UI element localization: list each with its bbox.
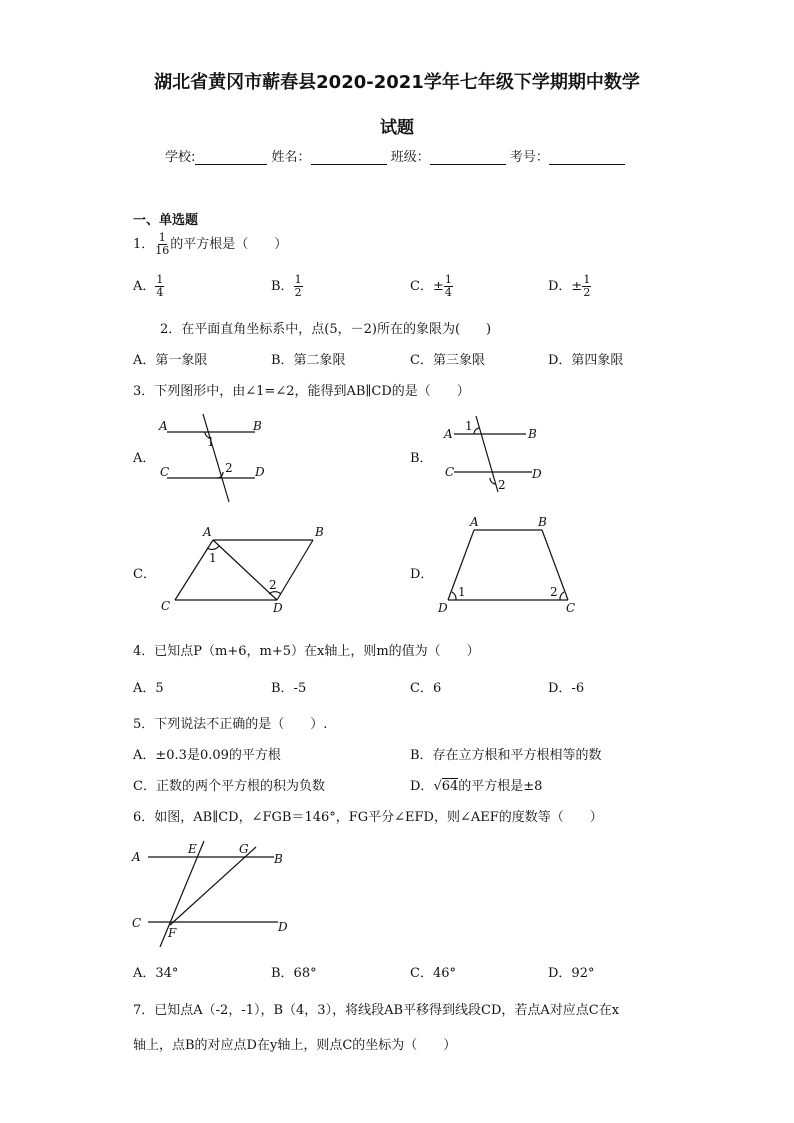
frac-numerator: 1	[444, 273, 452, 286]
option-fraction	[294, 274, 303, 299]
q6-option-a[interactable]: A．34°	[133, 966, 179, 981]
section-heading: 一、单选题	[133, 213, 199, 228]
q2-option-d[interactable]: D．第四象限	[548, 353, 624, 368]
label-f: F	[168, 926, 177, 940]
label-1: 1	[209, 551, 217, 565]
option-text: 的平方根是±8	[458, 779, 543, 794]
label-a: A	[132, 850, 141, 864]
question-6: 6．如图，AB∥CD，∠FGB＝146°，FG平分∠EFD，则∠AEF的度数等（ ）	[133, 810, 603, 825]
school-blank[interactable]	[195, 150, 267, 165]
label-1: 1	[458, 585, 466, 599]
option-label: D．	[410, 779, 434, 794]
q6-option-d[interactable]: D．92°	[548, 966, 595, 981]
q1-fraction	[154, 232, 170, 257]
q2-option-a[interactable]: A．第一象限	[133, 353, 208, 368]
name-blank[interactable]	[311, 150, 387, 165]
label-c: C	[132, 916, 142, 930]
label-2: 2	[498, 478, 506, 492]
exam-no-blank[interactable]	[549, 150, 625, 165]
label-b: B	[528, 427, 537, 441]
frac-numerator: 1	[583, 273, 591, 286]
q1-option-d[interactable]	[548, 274, 591, 299]
label-1: 1	[465, 419, 473, 433]
label-a: A	[470, 515, 479, 529]
angle-1-arc	[474, 428, 480, 434]
question-1	[133, 232, 287, 257]
label-d: D	[532, 467, 542, 481]
label-d: D	[438, 601, 448, 615]
label-d: D	[255, 465, 265, 479]
q6-option-b[interactable]: B．68°	[271, 966, 317, 981]
line-fg	[170, 847, 256, 925]
frac-denominator: 2	[294, 286, 302, 299]
exam-no-label: 考号：	[509, 150, 549, 165]
label-c: C	[445, 465, 455, 479]
q1-text: 的平方根是（ ）	[170, 237, 288, 252]
label-a: A	[159, 419, 168, 433]
label-b: B	[538, 515, 547, 529]
question-3: 3．下列图形中，由∠1=∠2，能得到AB∥CD的是（ ）	[133, 384, 470, 399]
label-b: B	[253, 419, 262, 433]
student-info-row	[165, 146, 625, 165]
frac-numerator: 1	[158, 231, 166, 244]
label-1: 1	[207, 435, 215, 449]
class-blank[interactable]	[430, 150, 506, 165]
class-label: 班级：	[390, 150, 430, 165]
q3-figure-b	[440, 412, 560, 502]
option-label: D．±	[548, 279, 583, 294]
frac-denominator: 4	[444, 286, 452, 299]
label-a: A	[444, 427, 453, 441]
angle-2-arc	[560, 592, 564, 600]
page-title-line2: 试题	[380, 118, 414, 138]
label-g: G	[239, 842, 249, 856]
q1-option-c[interactable]	[410, 274, 453, 299]
label-a: A	[203, 525, 212, 539]
sqrt-radicand: 64	[441, 779, 459, 794]
q3-figure-c	[155, 520, 335, 615]
q4-option-b[interactable]: B．-5	[271, 681, 307, 696]
option-fraction	[155, 274, 164, 299]
label-b: B	[315, 525, 324, 539]
q3-option-d[interactable]: D．	[410, 567, 434, 582]
q5-option-b[interactable]: B．存在立方根和平方根相等的数	[410, 748, 602, 763]
frac-denominator: 16	[155, 244, 170, 257]
transversal	[476, 416, 498, 492]
q1-option-a[interactable]	[133, 274, 164, 299]
question-4: 4．已知点P（m+6，m+5）在x轴上，则m的值为（ ）	[133, 644, 480, 659]
frac-denominator: 2	[583, 286, 591, 299]
option-label: B．	[271, 279, 294, 294]
frac-numerator: 1	[294, 273, 302, 286]
option-label: A．	[133, 279, 156, 294]
page-title-line1: 湖北省黄冈市蕲春县2020-2021学年七年级下学期期中数学	[154, 72, 640, 93]
q5-option-d[interactable]	[410, 775, 542, 794]
q3-figure-a	[155, 410, 275, 510]
question-7-line1: 7．已知点A（-2，-1），B（4，3），将线段AB平移得到线段CD，若点A对应点C在x	[133, 1003, 620, 1018]
q6-option-c[interactable]: C．46°	[410, 966, 456, 981]
q4-option-a[interactable]: A．5	[133, 681, 164, 696]
name-label: 姓名：	[271, 150, 311, 165]
q6-figure	[128, 835, 298, 950]
q5-option-a[interactable]: A．±0.3是0.09的平方根	[133, 748, 281, 763]
label-2: 2	[550, 585, 558, 599]
option-fraction	[582, 274, 591, 299]
question-5: 5．下列说法不正确的是（ ）.	[133, 717, 328, 732]
side-bd	[277, 540, 313, 600]
label-c: C	[161, 599, 171, 613]
q3-option-b[interactable]: B．	[410, 451, 433, 466]
label-d: D	[278, 920, 288, 934]
side-ac	[175, 540, 213, 600]
q3-figure-d	[432, 512, 582, 617]
label-2: 2	[225, 461, 233, 475]
label-c: C	[160, 465, 170, 479]
q4-option-d[interactable]: D．-6	[548, 681, 585, 696]
label-2: 2	[269, 578, 277, 592]
q3-option-c[interactable]: C．	[133, 567, 156, 582]
question-2: 2．在平面直角坐标系中，点(5，－2)所在的象限为( )	[160, 322, 492, 337]
label-d: D	[273, 601, 283, 615]
q2-option-c[interactable]: C．第三象限	[410, 353, 485, 368]
frac-numerator: 1	[156, 273, 164, 286]
q1-option-b[interactable]	[271, 274, 303, 299]
label-b: B	[274, 852, 283, 866]
option-fraction	[444, 274, 453, 299]
school-label: 学校:	[165, 150, 196, 165]
sqrt-symbol: √	[433, 779, 442, 794]
option-label: C．±	[410, 279, 444, 294]
question-7-line2: 轴上，点B的对应点D在y轴上，则点C的坐标为（ ）	[133, 1038, 457, 1053]
label-e: E	[188, 842, 197, 856]
frac-denominator: 4	[156, 286, 164, 299]
transversal	[203, 414, 229, 502]
q4-option-c[interactable]: C．6	[410, 681, 442, 696]
diagonal-ad	[213, 540, 277, 600]
label-c: C	[566, 601, 576, 615]
q5-option-c[interactable]: C．正数的两个平方根的积为负数	[133, 779, 325, 794]
q1-number: 1．	[133, 237, 155, 252]
q3-option-a[interactable]: A．	[133, 451, 156, 466]
angle-1-arc	[452, 592, 456, 600]
q2-option-b[interactable]: B．第二象限	[271, 353, 346, 368]
